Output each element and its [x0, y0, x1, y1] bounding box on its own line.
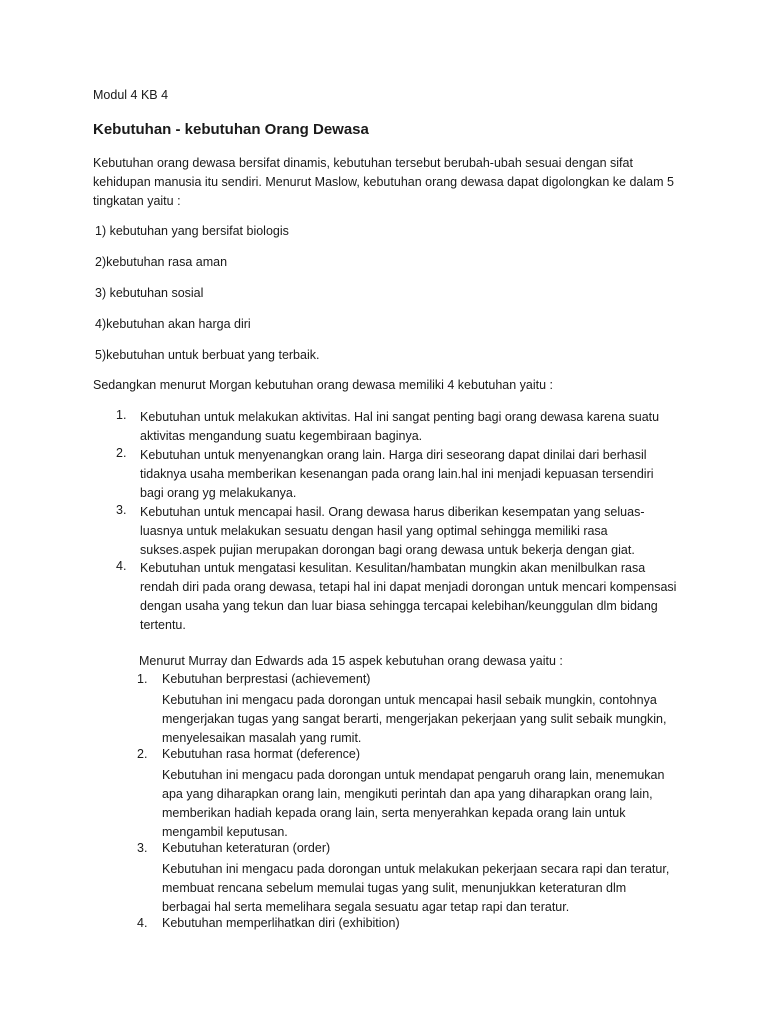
list-text: Kebutuhan untuk mengatasi kesulitan. Kesulitan/hambatan mungkin akan menilbulkan rasa rendah diri pada orang dewasa, tetapi hal ini dapat menjadi dorongan untuk mencari kompensasi dengan usaha yang tekun dan luar biasa sehingga tercapai kelebihan/keunggulan dlm bidang tertentu. [140, 561, 677, 632]
document-title: Kebutuhan - kebutuhan Orang Dewasa [93, 121, 369, 138]
murray-intro: Menurut Murray dan Edwards ada 15 aspek kebutuhan orang dewasa yaitu : [139, 654, 563, 668]
list-body: Kebutuhan ini mengacu pada dorongan untuk melakukan pekerjaan secara rapi dan teratur, membuat rencana sebelum memulai tugas yang sulit, menunjukkan keteraturan dlm berbagai hal serta memelihara segala sesuatu agar tetap rapi dan teratur. [162, 862, 670, 914]
list-number: 3. [116, 503, 127, 517]
list-heading: Kebutuhan rasa hormat (deference) [162, 747, 361, 761]
list-text: Kebutuhan untuk mencapai hasil. Orang dewasa harus diberikan kesempatan yang seluas-luasnya untuk melakukan sesuatu dengan hasil yang optimal sehingga memiliki rasa sukses.aspek pujian merupakan dorongan bagi orang dewasa untuk bekerja dengan giat. [140, 505, 645, 557]
list-number: 1. [137, 672, 148, 686]
morgan-intro: Sedangkan menurut Morgan kebutuhan orang dewasa memiliki 4 kebutuhan yaitu : [93, 378, 554, 392]
list-text: Kebutuhan untuk menyenangkan orang lain. Harga diri seseorang dapat dinilai dari berhasil tidaknya usaha memberikan kesenangan pada orang lain.hal ini menjadi kepuasan tersendiri bagi orang yg melakukanya. [140, 448, 654, 500]
list-number: 2. [116, 446, 127, 460]
module-label: Modul 4 KB 4 [93, 88, 169, 102]
list-number: 4. [116, 559, 127, 573]
list-body: Kebutuhan ini mengacu pada dorongan untuk mencapai hasil sebaik mungkin, contohnya mengerjakan tugas yang sangat berarti, mengerjakan pekerjaan yang sulit sebaik mungkin, menyelesaikan masalah yang rumit. [162, 693, 667, 745]
list-number: 1. [116, 408, 127, 422]
list-number: 2. [137, 747, 148, 761]
list-text: Kebutuhan untuk melakukan aktivitas. Hal ini sangat penting bagi orang dewasa karena suatu aktivitas mengandung suatu kegembiraan baginya. [140, 410, 660, 443]
intro-paragraph: Kebutuhan orang dewasa bersifat dinamis, kebutuhan tersebut berubah-ubah sesuai dengan sifat kehidupan manusia itu sendiri. Menurut Maslow, kebutuhan orang dewasa dapat digolongkan ke dalam 5 tingkatan yaitu : [93, 156, 674, 208]
maslow-level: 2)kebutuhan rasa aman [95, 255, 228, 269]
maslow-level: 1) kebutuhan yang bersifat biologis [95, 224, 289, 238]
maslow-level: 5)kebutuhan untuk berbuat yang terbaik. [95, 348, 320, 362]
list-number: 4. [137, 916, 148, 930]
list-heading: Kebutuhan memperlihatkan diri (exhibition) [162, 916, 400, 930]
list-number: 3. [137, 841, 148, 855]
list-body: Kebutuhan ini mengacu pada dorongan untuk mendapat pengaruh orang lain, menemukan apa yang diharapkan orang lain, mengikuti perintah dan apa yang diharapkan orang lain, memberikan hadiah kepada orang lain, serta menyerahkan kepada orang lain untuk mengambil keputusan. [162, 768, 665, 839]
list-heading: Kebutuhan berprestasi (achievement) [162, 672, 371, 686]
list-heading: Kebutuhan keteraturan (order) [162, 841, 331, 855]
maslow-level: 3) kebutuhan sosial [95, 286, 204, 300]
maslow-level: 4)kebutuhan akan harga diri [95, 317, 251, 331]
